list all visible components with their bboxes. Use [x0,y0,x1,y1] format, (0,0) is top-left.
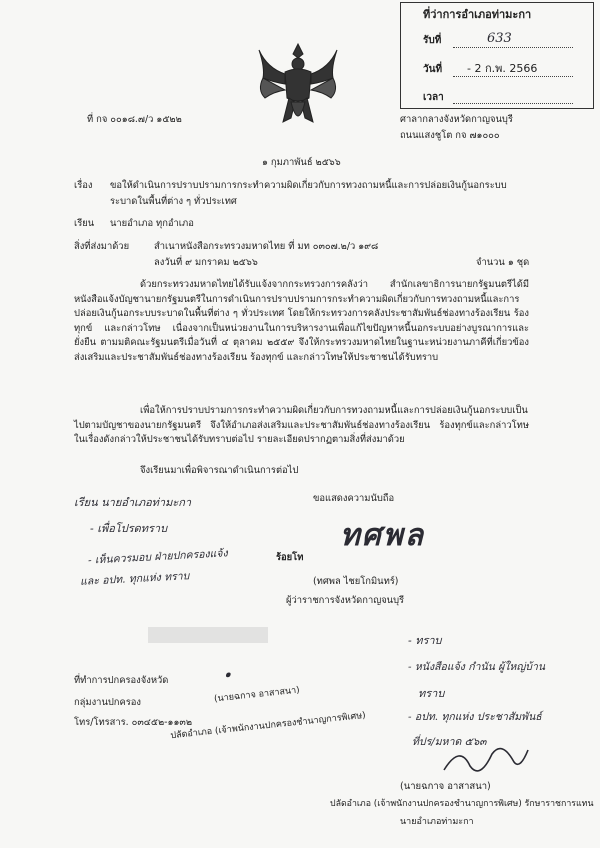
sender-address-1: ศาลากลางจังหวัดกาญจนบุรี [400,114,513,125]
officer-rank-mark: ร้อยโท [276,552,304,563]
deputy-position-mid: ปลัดอำเภอ (เจ้าพนักงานปกครองชำนาญการพิเศษ) [169,710,367,742]
deputy-signature-right [440,740,530,780]
handwritten-note-right-3: ทราบ [418,687,445,700]
department-2: กลุ่มงานปกครอง [74,697,141,708]
handwritten-note-left-3: - เห็นควรมอบ ฝ่ายปกครองแจ้ง [87,547,228,567]
document-date: ๑ กุมภาพันธ์ ๒๕๖๖ [262,157,341,168]
garuda-emblem [255,38,341,134]
stamp-time-label: เวลา [423,92,444,103]
deputy-name-right: (นายฉกาจ อาสาสนา) [400,781,491,792]
handwritten-note-right-4: - อปท. ทุกแห่ง ประชาสัมพันธ์ [408,711,542,723]
deputy-position-right: ปลัดอำเภอ (เจ้าพนักงานปกครองชำนาญการพิเศษ) รักษาราชการแทน [330,799,594,809]
department-1: ที่ทำการปกครองจังหวัด [74,675,169,686]
subject-label: เรื่อง [74,180,93,191]
handwritten-note-left-1: เรียน นายอำเภอท่ามะกา [74,496,192,509]
handwritten-note-right-5: ที่ปร/มหาด ๕๖๓ [412,736,487,748]
body-paragraph-1: ด้วยกระทรวงมหาดไทยได้รับแจ้งจากกระทรวงการคลังว่า สำนักเลขาธิการนายกรัฐมนตรีได้มีหนังสือแจ้งบัญชานายกรัฐมนตรีในการดำเนินการปราบปรามการกระทำความผิดเกี่ยวกับการทวงถามหนี้และการปล่อยเงินกู้นอกระบบระบาดในพื้นที่ต่าง ๆ ทั่วประเทศ โดยให้กระทรวงการคลังประชาสัมพันธ์ช่องทางร้องเรียน ร้องทุกข์ และกล่าวโทษ เนื่องจากเป็นหน่วยงานในการบริหารงานเพื่อแก้ไขปัญหาหนี้นอกระบบอย่างบูรณาการและยั่งยืน ตามมติคณะรัฐมนตรีเมื่อวันที่ ๔ ตุลาคม ๒๕๕๙ จึงให้กระทรวงมหาดไทยในฐานะหน่วยงานภาคีที่เกี่ยวข้องส่งเสริมและประชาสัมพันธ์ช่องทางร้องเรียน ร้องทุกข์ และกล่าวโทษให้ประชาชนได้รับทราบ [74,279,529,363]
subject-line-2: ระบาดในพื้นที่ต่าง ๆ ทั่วประเทศ [110,196,237,207]
document-number: ที่ กจ ๐๐๑๘.๗/ว ๑๕๒๒ [87,114,182,125]
stamp-date-value: - 2 ก.พ. 2566 [467,62,538,75]
signer-name: (ทศพล ไชยโกมินทร์) [313,576,399,587]
receive-stamp [400,2,594,109]
enclosure-count: จำนวน ๑ ชุด [476,257,530,268]
handwritten-note-left-4: และ อปท. ทุกแห่ง ทราบ [79,570,190,588]
enclosure-date: ลงวันที่ ๙ มกราคม ๒๕๖๖ [154,257,258,268]
signer-position: ผู้ว่าราชการจังหวัดกาญจนบุรี [286,595,405,606]
regards-line: ขอแสดงความนับถือ [313,493,395,504]
enclosure-value: สำเนาหนังสือกระทรวงมหาดไทย ที่ มท ๐๓๐๗.๒/ว ๑๙๘ [154,241,379,252]
enclosure-label: สิ่งที่ส่งมาด้วย [74,241,130,252]
handwritten-note-right-1: - ทราบ [408,634,442,647]
sender-address-2: ถนนแสงชูโต กจ ๗๑๐๐๐ [400,130,500,141]
governor-signature: ทศพล [340,518,425,553]
handwritten-note-left-2: - เพื่อโปรดทราบ [90,522,168,535]
deputy-name-mid: (นายฉกาจ อาสาสนา) [213,685,301,705]
closing-line: จึงเรียนมาเพื่อพิจารณาดำเนินการต่อไป [140,465,299,476]
handwritten-note-right-2: - หนังสือแจ้ง กำนัน ผู้ใหญ่บ้าน [408,661,546,673]
to-value: นายอำเภอ ทุกอำเภอ [110,218,194,229]
stamp-office: ที่ว่าการอำเภอท่ามะกา [423,8,532,21]
stamp-date-label: วันที่ [423,64,443,75]
stamp-receive-number: 633 [487,31,512,46]
deputy-signature-mid: ꞏ [222,661,231,691]
deputy-position-right-2: นายอำเภอท่ามะกา [400,817,474,827]
subject-line-1: ขอให้ดำเนินการปราบปรามการกระทำความผิดเกี่ยวกับการทวงถามหนี้และการปล่อยเงินกู้นอกระบบ [110,180,507,191]
phone-line: โทร/โทรสาร. ๐๓๔๕๒-๑๑๓๒ [74,717,193,728]
to-label: เรียน [74,218,95,229]
body-paragraph-2: เพื่อให้การปราบปรามการกระทำความผิดเกี่ยวกับการทวงถามหนี้และการปล่อยเงินกู้นอกระบบเป็นไปตามบัญชาของนายกรัฐมนตรี จึงให้อำเภอส่งเสริมและประชาสัมพันธ์ช่องทางร้องเรียน ร้องทุกข์และกล่าวโทษ ในเรื่องดังกล่าวให้ประชาชนได้รับทราบต่อไป รายละเอียดปรากฏตามสิ่งที่ส่งมาด้วย [74,405,529,445]
stamp-receive-label: รับที่ [423,35,442,46]
faded-stamp [148,627,268,643]
